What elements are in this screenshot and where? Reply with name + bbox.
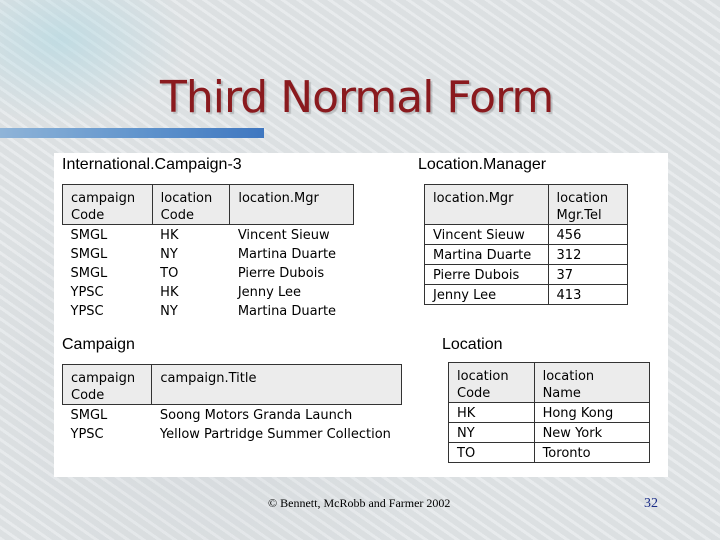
column-header-line: location.Mgr bbox=[433, 191, 514, 206]
table-cell: NY bbox=[160, 304, 178, 319]
table-row bbox=[63, 301, 354, 320]
table-cell: SMGL bbox=[70, 408, 108, 423]
column-header-line: Code bbox=[71, 208, 105, 223]
table-cell: Pierre Dubois bbox=[237, 266, 325, 281]
table-cell: Pierre Dubois bbox=[425, 265, 549, 285]
table-cell: 413 bbox=[548, 285, 627, 305]
table-cell: TO bbox=[160, 266, 179, 281]
table-cell: SMGL bbox=[70, 266, 108, 281]
table-row bbox=[63, 244, 354, 263]
table-cell: YPSC bbox=[70, 427, 104, 442]
column-header-line: location bbox=[457, 369, 509, 384]
column-header-line: campaign.Title bbox=[160, 371, 257, 386]
table-cell: 456 bbox=[548, 225, 627, 245]
column-header-line: location bbox=[556, 191, 609, 206]
column-header-line: location.Mgr bbox=[238, 191, 319, 206]
international-campaign-heading: International.Campaign-3 bbox=[62, 156, 242, 173]
column-header bbox=[152, 365, 402, 405]
table-header-row bbox=[63, 185, 354, 225]
column-header bbox=[152, 185, 230, 225]
location-heading: Location bbox=[442, 336, 503, 353]
table-row bbox=[449, 423, 650, 443]
column-header-line: Mgr.Tel bbox=[556, 208, 602, 223]
table-row bbox=[63, 405, 402, 425]
column-header bbox=[63, 365, 152, 405]
table-row bbox=[425, 245, 628, 265]
column-header-line: Name bbox=[542, 386, 581, 401]
table-cell: HK bbox=[449, 403, 535, 423]
table-cell: NY bbox=[449, 423, 535, 443]
campaign-table bbox=[62, 364, 402, 443]
column-header bbox=[230, 185, 354, 225]
table-header-row bbox=[63, 365, 402, 405]
table-cell: Jenny Lee bbox=[425, 285, 549, 305]
table-cell: Yellow Partridge Summer Collection bbox=[159, 427, 391, 442]
table-cell: YPSC bbox=[70, 304, 104, 319]
location-manager-table bbox=[424, 184, 628, 305]
table-cell: SMGL bbox=[70, 247, 108, 262]
table-cell: Hong Kong bbox=[534, 403, 649, 423]
column-header-line: campaign bbox=[71, 191, 136, 206]
table-header-row bbox=[449, 363, 650, 403]
table-header-row bbox=[425, 185, 628, 225]
column-header bbox=[63, 185, 153, 225]
table-cell: Jenny Lee bbox=[237, 285, 301, 300]
table-cell: YPSC bbox=[70, 285, 104, 300]
title-accent-bar bbox=[0, 128, 264, 138]
slide-title: Third Normal Form bbox=[160, 72, 554, 123]
table-row bbox=[63, 263, 354, 282]
location-table bbox=[448, 362, 650, 463]
column-header bbox=[449, 363, 535, 403]
table-cell: HK bbox=[160, 285, 179, 300]
table-row bbox=[449, 403, 650, 423]
table-cell: NY bbox=[160, 247, 178, 262]
column-header bbox=[425, 185, 549, 225]
column-header bbox=[534, 363, 649, 403]
table-cell: Vincent Sieuw bbox=[425, 225, 549, 245]
table-row bbox=[63, 424, 402, 443]
location-manager-heading: Location.Manager bbox=[418, 156, 547, 173]
table-cell: New York bbox=[534, 423, 649, 443]
table-cell: Toronto bbox=[534, 443, 649, 463]
column-header-line: Code bbox=[71, 388, 105, 403]
table-cell: Vincent Sieuw bbox=[237, 228, 330, 243]
copyright-footer: © Bennett, McRobb and Farmer 2002 bbox=[268, 496, 451, 510]
table-cell: HK bbox=[160, 228, 179, 243]
table-cell: SMGL bbox=[70, 228, 108, 243]
column-header bbox=[548, 185, 627, 225]
page-number: 32 bbox=[644, 496, 658, 511]
table-cell: Martina Duarte bbox=[237, 304, 337, 319]
table-row bbox=[425, 265, 628, 285]
column-header-line: campaign bbox=[71, 371, 136, 386]
table-cell: Martina Duarte bbox=[237, 247, 337, 262]
table-cell: 312 bbox=[548, 245, 627, 265]
column-header-line: Code bbox=[457, 386, 491, 401]
table-row bbox=[63, 282, 354, 301]
campaign-heading: Campaign bbox=[62, 336, 135, 353]
column-header-line: location bbox=[160, 191, 213, 206]
table-row bbox=[425, 285, 628, 305]
table-row bbox=[425, 225, 628, 245]
table-cell: Soong Motors Granda Launch bbox=[159, 408, 353, 423]
column-header-line: Code bbox=[160, 208, 194, 223]
table-row bbox=[63, 225, 354, 245]
table-cell: Martina Duarte bbox=[425, 245, 549, 265]
table-cell: 37 bbox=[548, 265, 627, 285]
table-cell: TO bbox=[449, 443, 535, 463]
international-campaign-table bbox=[62, 184, 354, 320]
column-header-line: location bbox=[542, 369, 595, 384]
table-row bbox=[449, 443, 650, 463]
